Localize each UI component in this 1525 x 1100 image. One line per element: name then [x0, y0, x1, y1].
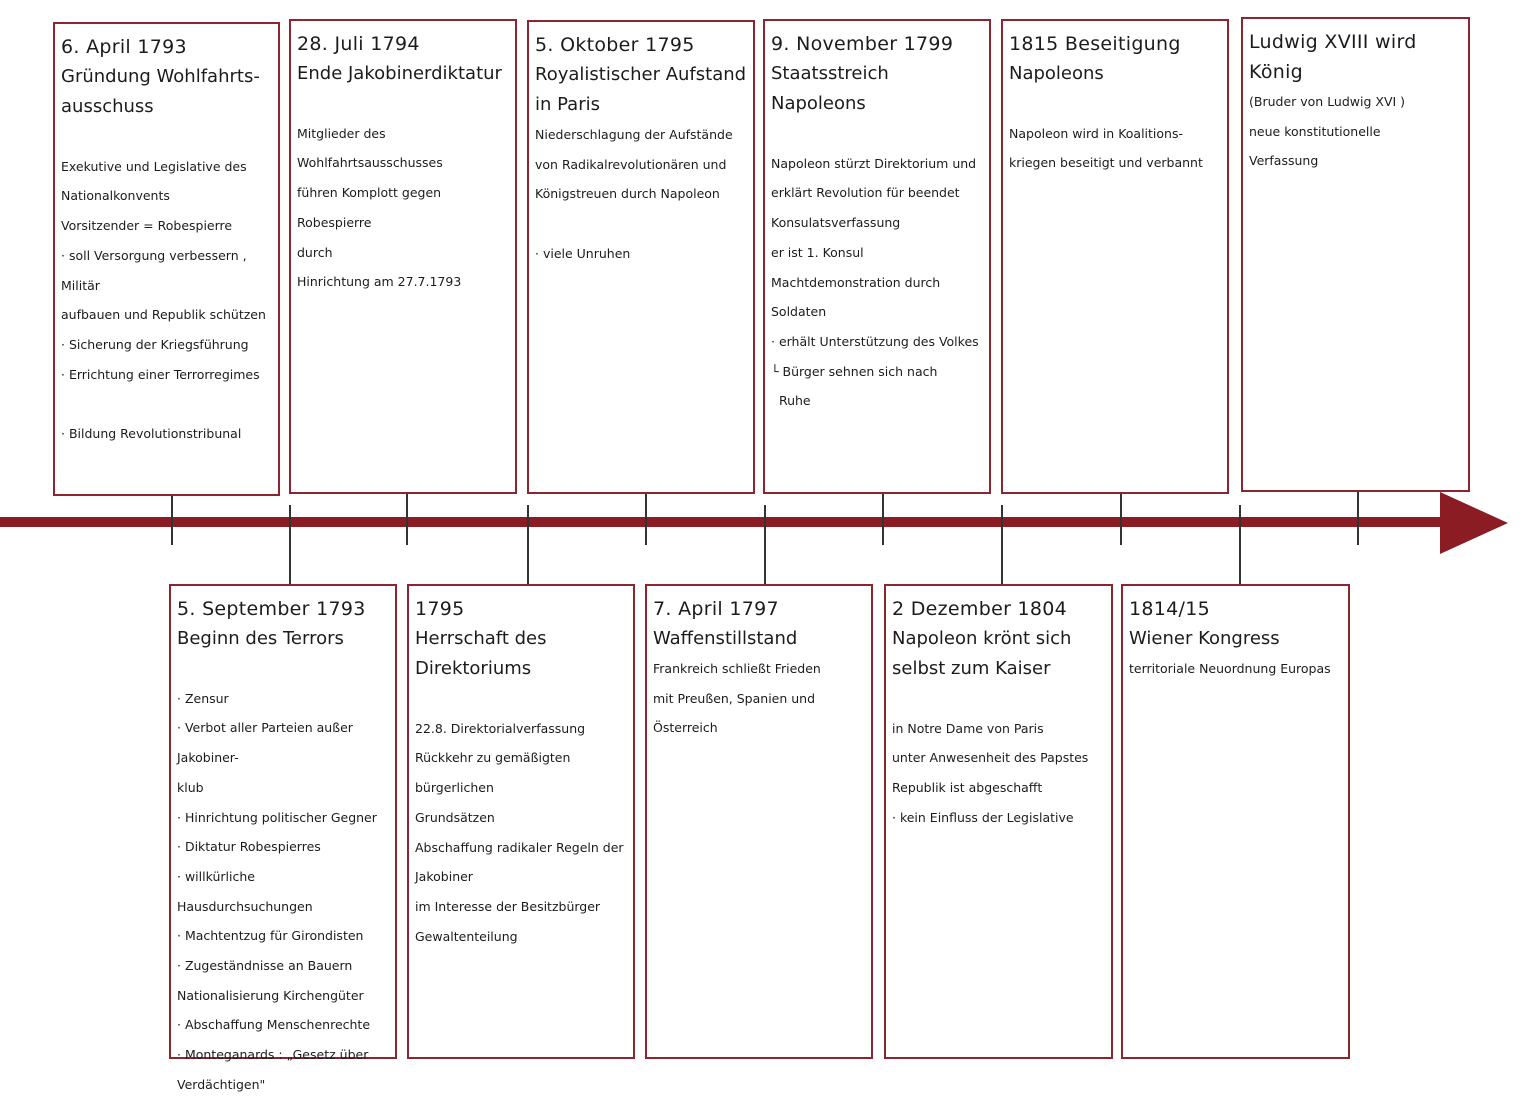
event-detail-line: · Zensur	[177, 690, 229, 706]
event-detail-line: Vorsitzender = Robespierre	[61, 218, 233, 234]
event-connector	[645, 494, 647, 545]
event-connector	[1001, 505, 1003, 584]
event-connector	[289, 505, 291, 584]
event-detail-line: · Diktatur Robespierres	[177, 839, 321, 855]
event-card	[53, 22, 280, 496]
event-detail-line: · soll Versorgung verbessern , Militär	[61, 247, 251, 293]
event-detail-line: · willkürliche Hausdurchsuchungen	[177, 868, 313, 914]
event-date: 28. Juli 1794	[297, 33, 420, 55]
event-date: 1814/15	[1129, 598, 1211, 620]
event-card	[1121, 584, 1350, 1059]
event-detail-line	[415, 684, 627, 714]
event-title: Ende Jakobinerdiktatur	[297, 63, 502, 84]
timeline-axis	[0, 517, 1450, 527]
event-card	[289, 19, 517, 494]
event-detail-line: Gewaltenteilung	[415, 928, 518, 944]
event-details	[1249, 87, 1462, 176]
event-details	[653, 654, 865, 743]
event-detail-line: er ist 1. Konsul	[771, 244, 864, 260]
event-detail-line: · Zugeständnisse an Bauern	[177, 958, 353, 974]
event-card	[763, 19, 991, 494]
event-detail-line: Verfassung	[1249, 153, 1319, 169]
event-detail-line: führen Komplott gegen Robespierre	[297, 185, 446, 230]
event-details	[535, 120, 747, 269]
event-card	[645, 584, 873, 1059]
event-connector	[171, 496, 173, 545]
event-detail-line: unter Anwesenheit des Papstes	[892, 750, 1089, 766]
event-detail-line: · Machtentzug für Girondisten	[177, 928, 364, 944]
event-title: Gründung Wohlfahrts-ausschuss	[61, 66, 260, 117]
event-card	[1241, 17, 1470, 492]
event-details	[892, 684, 1105, 833]
event-detail-line: · Bildung Revolutionstribunal	[61, 426, 242, 442]
event-detail-line	[177, 654, 389, 684]
event-title: Staatsstreich Napoleons	[771, 63, 889, 114]
event-detail-line: durch	[297, 244, 333, 260]
event-title: Waffenstillstand	[653, 628, 798, 649]
event-connector	[406, 494, 408, 545]
event-title: Napoleons	[1009, 63, 1104, 84]
event-detail-line: klub	[177, 779, 204, 795]
timeline-arrowhead	[1440, 492, 1508, 554]
event-card	[169, 584, 397, 1092]
event-date: 7. April 1797	[653, 598, 779, 620]
event-detail-line: · erhält Unterstützung des Volkes	[771, 333, 979, 349]
event-connector	[527, 505, 529, 584]
event-detail-line: neue konstitutionelle	[1249, 123, 1381, 139]
event-detail-line: Königstreuen durch Napoleon	[535, 186, 720, 202]
event-details	[771, 119, 983, 416]
event-detail-line: Republik ist abgeschafft	[892, 780, 1043, 796]
event-detail-line: in Notre Dame von Paris	[892, 720, 1044, 736]
event-detail-line: aufbauen und Republik schützen	[61, 307, 266, 323]
event-card	[407, 584, 635, 1059]
event-detail-line: Nationalkonvents	[61, 188, 170, 204]
event-connector	[764, 505, 766, 584]
event-date: 1815 Beseitigung	[1009, 33, 1181, 55]
event-details	[297, 89, 509, 297]
event-detail-line: von Radikalrevolutionären und	[535, 156, 727, 172]
event-details	[1129, 654, 1342, 684]
event-title: Royalistischer Aufstand in Paris	[535, 64, 747, 115]
event-detail-line: Jakobiner	[415, 869, 473, 885]
event-card	[884, 584, 1113, 1059]
event-detail-line: · viele Unruhen	[535, 245, 631, 261]
event-date: 1795	[415, 598, 465, 620]
event-detail-line: Rückkehr zu gemäßigten bürgerlichen	[415, 750, 575, 796]
event-date: 5. September 1793	[177, 598, 366, 620]
event-detail-line: Österreich	[653, 720, 718, 736]
event-detail-line: Napoleon wird in Koalitions-	[1009, 125, 1183, 141]
event-details	[177, 654, 389, 1100]
event-detail-line: Exekutive und Legislative des	[61, 158, 247, 174]
event-details	[415, 684, 627, 951]
event-detail-line: 22.8. Direktorialverfassung	[415, 720, 586, 736]
event-detail-line: · Sicherung der Kriegsführung	[61, 336, 249, 352]
event-detail-line: · Abschaffung Menschenrechte	[177, 1017, 371, 1033]
event-details	[1009, 89, 1221, 178]
event-date: 5. Oktober 1795	[535, 34, 695, 56]
event-detail-line: · Monteganards : „Gesetz über	[177, 1047, 369, 1063]
event-detail-line: Machtdemonstration durch Soldaten	[771, 274, 945, 320]
event-detail-line: territoriale Neuordnung Europas	[1129, 661, 1331, 676]
event-connector	[882, 494, 884, 545]
event-title: Beginn des Terrors	[177, 628, 344, 649]
event-detail-line: Grundsätzen	[415, 809, 495, 825]
event-detail-line: · Hinrichtung politischer Gegner	[177, 809, 377, 825]
event-detail-line: Verdächtigen"	[177, 1076, 266, 1092]
event-detail-line: mit Preußen, Spanien und	[653, 690, 816, 706]
event-card	[1001, 19, 1229, 494]
event-card	[527, 20, 755, 494]
event-detail-line: erklärt Revolution für beendet	[771, 185, 960, 201]
event-detail-line: Nationalisierung Kirchengüter	[177, 987, 364, 1003]
event-connector	[1357, 492, 1359, 545]
event-detail-line: Napoleon stürzt Direktorium und	[771, 155, 977, 171]
event-connector	[1239, 505, 1241, 584]
event-detail-line: · Errichtung einer Terrorregimes	[61, 366, 260, 382]
event-date: 2 Dezember 1804	[892, 598, 1068, 620]
event-date: 6. April 1793	[61, 36, 187, 58]
event-detail-line: Ruhe	[771, 393, 811, 409]
event-title: Herrschaft des Direktoriums	[415, 628, 547, 679]
event-detail-line: Frankreich schließt Frieden	[653, 661, 821, 676]
event-detail-line: (Bruder von Ludwig XVI )	[1249, 94, 1406, 109]
event-detail-line: Abschaffung radikaler Regeln der	[415, 839, 624, 855]
event-detail-line	[61, 122, 272, 152]
event-detail-line: · kein Einfluss der Legislative	[892, 809, 1074, 825]
event-date: 9. November 1799	[771, 33, 954, 55]
event-title: Napoleon krönt sich selbst zum Kaiser	[892, 628, 1072, 679]
event-detail-line	[1009, 89, 1221, 119]
event-detail-line: Niederschlagung der Aufstände	[535, 127, 733, 142]
event-detail-line	[535, 209, 747, 239]
event-detail-line	[892, 684, 1105, 714]
event-date: Ludwig XVIII wird König	[1249, 31, 1417, 83]
event-detail-line: Hinrichtung am 27.7.1793	[297, 274, 462, 290]
event-connector	[1120, 494, 1122, 545]
event-detail-line: · Verbot aller Parteien außer Jakobiner-	[177, 720, 357, 766]
event-detail-line: └ Bürger sehnen sich nach	[771, 363, 938, 379]
event-detail-line: kriegen beseitigt und verbannt	[1009, 155, 1203, 171]
event-details	[61, 122, 272, 449]
event-title: Wiener Kongress	[1129, 628, 1280, 649]
event-detail-line: im Interesse der Besitzbürger	[415, 898, 601, 914]
event-detail-line	[297, 89, 509, 119]
event-detail-line: Konsulatsverfassung	[771, 215, 901, 231]
event-detail-line	[61, 389, 272, 419]
event-detail-line: Mitglieder des Wohlfahrtsausschusses	[297, 125, 443, 171]
event-detail-line	[771, 119, 983, 149]
